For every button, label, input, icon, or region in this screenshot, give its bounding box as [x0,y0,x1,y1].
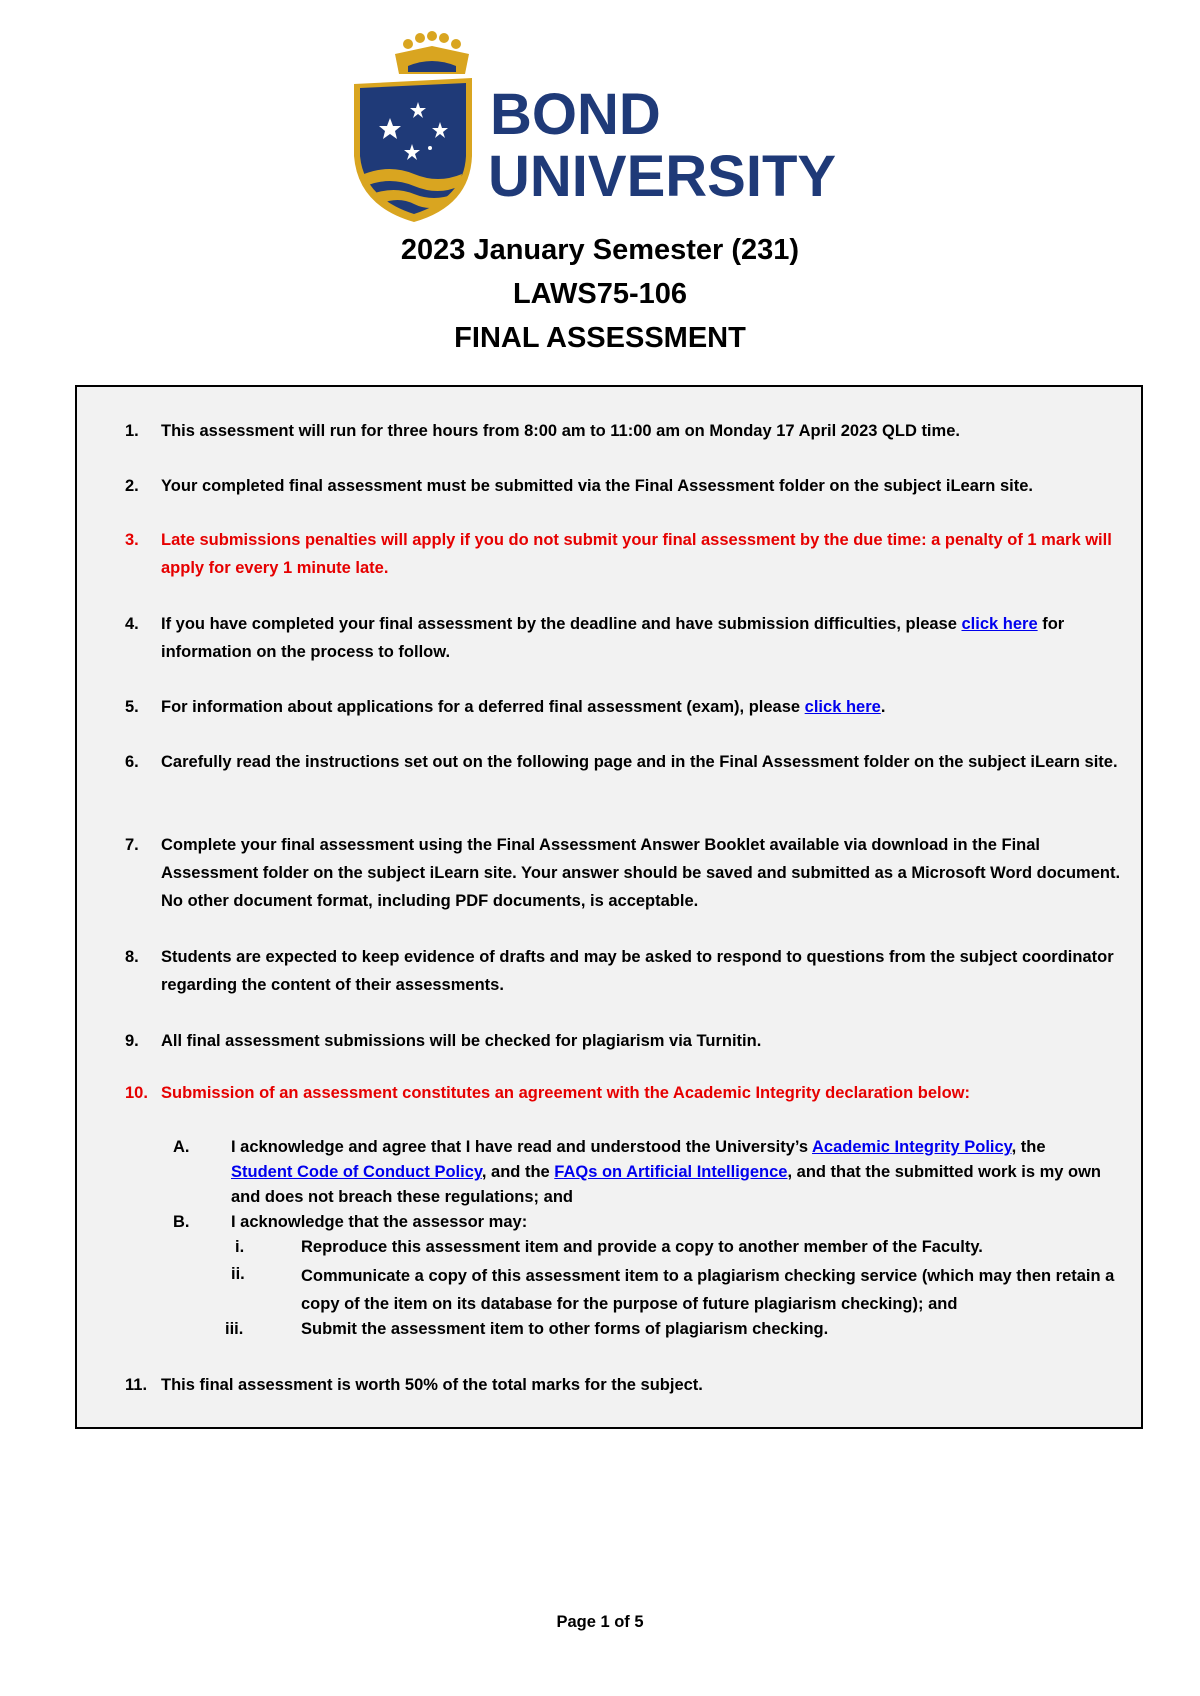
declaration-sub-iii-text: Submit the assessment item to other forms of plagiarism checking. [301,1320,829,1338]
submission-difficulties-link[interactable]: click here [961,615,1038,633]
item-number: 3. [125,531,139,549]
item-text: If you have completed your final assessment by the deadline and have submission difficulties, please click here for information on the process to follow. [161,615,1065,661]
item-number: 5. [125,698,139,716]
faqs-artificial-intelligence-link[interactable]: FAQs on Artificial Intelligence [554,1163,788,1181]
instructions-box [75,385,1143,1429]
declaration-b-text: I acknowledge that the assessor may: [231,1213,528,1231]
item-text: Your completed final assessment must be submitted via the Final Assessment folder on the subject iLearn site. [161,477,1033,495]
logo-wordmark-line2: UNIVERSITY [488,144,837,209]
item-text: For information about applications for a deferred final assessment (exam), please click here. [161,698,886,716]
item-text: Complete your final assessment using the Final Assessment Answer Booklet available via download in the Final Assessment folder on the subject iLearn site. Your answer should be saved and submitted as a Microsoft Word document. No other document format, including PDF documents, is acceptable. [161,836,1121,910]
bond-university-logo [350,26,850,224]
logo-wordmark-line1: BOND [490,82,661,147]
item-text: All final assessment submissions will be checked for plagiarism via Turnitin. [161,1032,762,1050]
item-number: 1. [125,422,139,440]
declaration-sub-i-label: i. [235,1238,245,1256]
declaration-b-label: B. [173,1213,190,1231]
semester-title: 2023 January Semester (231) [400,234,800,266]
student-code-of-conduct-link[interactable]: Student Code of Conduct Policy [231,1163,482,1181]
item-text: Late submissions penalties will apply if you do not submit your final assessment by the due time: a penalty of 1 mark will apply for every 1 minute late. [161,531,1112,577]
declaration-sub-i-text: Reproduce this assessment item and provide a copy to another member of the Faculty. [301,1238,983,1256]
item-number: 8. [125,948,139,966]
declaration-sub-ii-label: ii. [231,1265,245,1283]
item-text: This final assessment is worth 50% of the total marks for the subject. [161,1376,703,1394]
declaration-a-label: A. [173,1138,190,1156]
page-number: Page 1 of 5 [556,1613,644,1631]
deferred-assessment-link[interactable]: click here [804,698,881,716]
item-text: Students are expected to keep evidence of drafts and may be asked to respond to questions from the subject coordinator regarding the content of their assessments. [161,948,1114,994]
assessment-title: FINAL ASSESSMENT [454,322,746,354]
declaration-sub-iii-label: iii. [225,1320,244,1338]
academic-integrity-policy-link[interactable]: Academic Integrity Policy [812,1138,1012,1156]
item-text: Submission of an assessment constitutes an agreement with the Academic Integrity declaration below: [161,1084,970,1102]
course-code: LAWS75-106 [512,278,688,310]
item-text: Carefully read the instructions set out on the following page and in the Final Assessment folder on the subject iLearn site. [161,753,1118,771]
item-number: 10. [125,1084,148,1102]
item-number: 2. [125,477,139,495]
item-number: 9. [125,1032,139,1050]
declaration-sub-ii-text: Communicate a copy of this assessment item to a plagiarism checking service (which may then retain a copy of the item on its database for the purpose of future plagiarism checking); and [301,1267,1115,1313]
item-number: 6. [125,753,139,771]
item-number: 7. [125,836,139,854]
declaration-a-text: I acknowledge and agree that I have read and understood the University’s Academic Integrity Policy, the Student Code of Conduct Policy, and the FAQs on Artificial Intelligence, and that the submitted work is my own and does not breach these regulations; and [231,1138,1102,1206]
item-text: This assessment will run for three hours from 8:00 am to 11:00 am on Monday 17 April 2023 QLD time. [161,422,960,440]
item-number: 4. [125,615,139,633]
item-number: 11. [125,1376,148,1394]
